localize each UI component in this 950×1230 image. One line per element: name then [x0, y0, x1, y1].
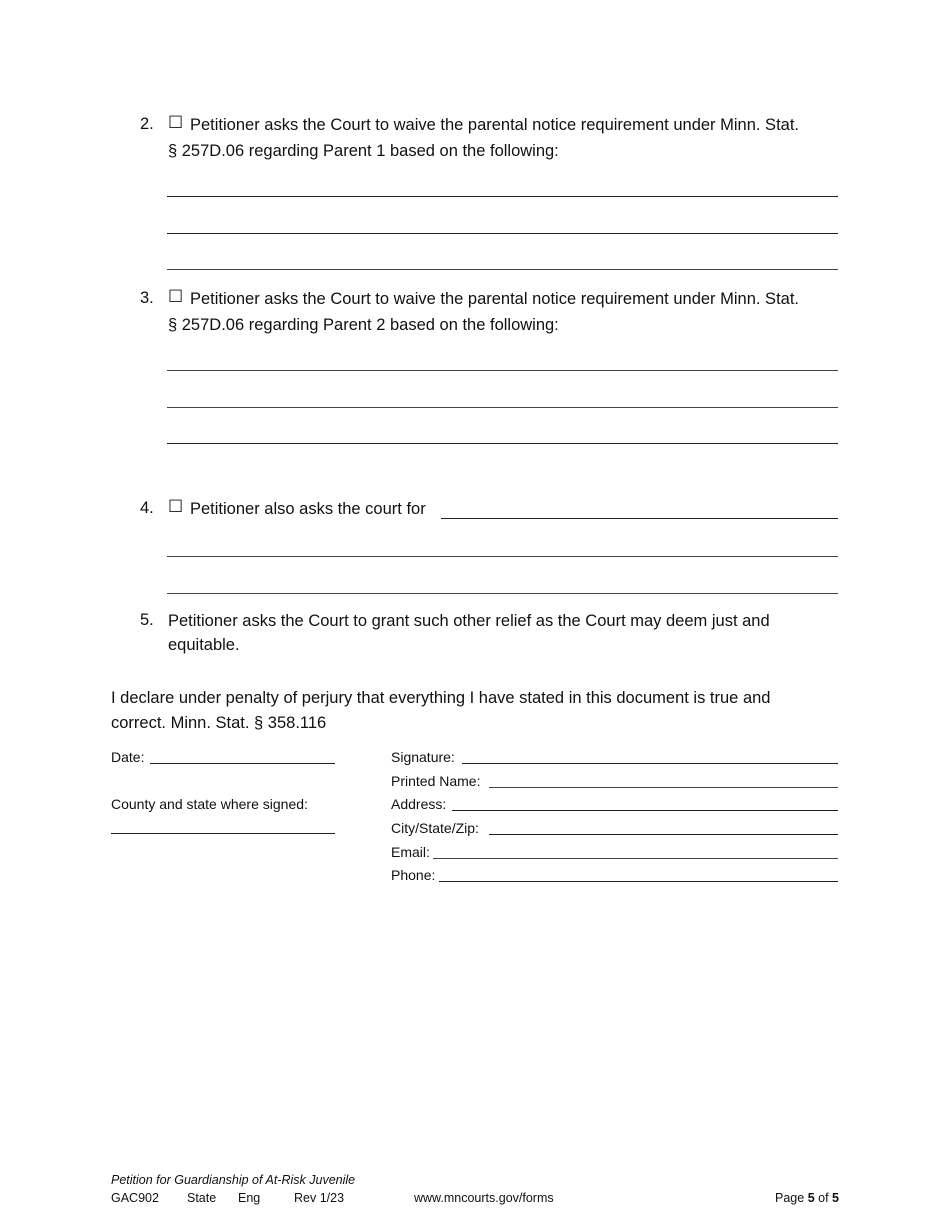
declaration-line2: correct. Minn. Stat. § 358.116	[111, 714, 327, 732]
item-4-checkbox[interactable]: ☐	[168, 497, 184, 516]
item-3-number: 3.	[140, 289, 154, 307]
footer-revision: Rev 1/23	[294, 1191, 345, 1205]
phone-label: Phone:	[391, 867, 436, 883]
item-3-checkbox[interactable]: ☐	[168, 287, 184, 306]
item-2-answer-line-3[interactable]	[167, 269, 838, 270]
footer-form-title	[111, 1173, 355, 1187]
footer-jurisdiction: State	[187, 1191, 217, 1205]
item-5-text-line2: equitable.	[168, 636, 240, 654]
footer-page-of: of	[818, 1191, 829, 1205]
email-field[interactable]	[433, 858, 838, 859]
item-5-number: 5.	[140, 611, 154, 629]
city-state-zip-label: City/State/Zip:	[391, 820, 479, 836]
footer-website[interactable]: www.mncourts.gov/forms	[414, 1191, 554, 1205]
address-label: Address:	[391, 796, 447, 812]
item-2-checkbox[interactable]: ☐	[168, 113, 184, 132]
item-3-text-line2: § 257D.06 regarding Parent 2 based on the following:	[168, 316, 559, 334]
item-2-answer-line-1[interactable]	[167, 196, 838, 197]
county-label: County and state where signed:	[111, 796, 308, 812]
footer-page-number	[775, 1191, 839, 1205]
item-3-text-line1: Petitioner asks the Court to waive the parental notice requirement under Minn. Stat.	[190, 290, 799, 308]
item-3-answer-line-3[interactable]	[167, 443, 838, 444]
footer-language: Eng	[238, 1191, 261, 1205]
date-field[interactable]	[150, 763, 335, 764]
item-3-answer-line-1[interactable]	[167, 370, 838, 371]
phone-field[interactable]	[439, 881, 838, 882]
item-4-answer-line-3[interactable]	[167, 593, 838, 594]
declaration-line1: I declare under penalty of perjury that everything I have stated in this document is true and	[111, 689, 771, 707]
printed-name-label: Printed Name:	[391, 773, 481, 789]
item-4-text: Petitioner also asks the court for	[190, 500, 426, 518]
email-label: Email:	[391, 844, 430, 860]
date-label: Date:	[111, 749, 145, 765]
item-4-answer-line-1[interactable]	[441, 518, 838, 519]
footer-page-current: 5	[807, 1191, 815, 1205]
footer-page-total: 5	[832, 1191, 839, 1205]
item-5-text-line1: Petitioner asks the Court to grant such other relief as the Court may deem just and	[168, 612, 770, 630]
address-field[interactable]	[452, 810, 838, 811]
item-2-text-line2: § 257D.06 regarding Parent 1 based on the following:	[168, 142, 559, 160]
county-field[interactable]	[111, 833, 335, 834]
item-4-number: 4.	[140, 499, 154, 517]
item-2-number: 2.	[140, 115, 154, 133]
footer-form-code: GAC902	[111, 1191, 159, 1205]
item-4-answer-line-2[interactable]	[167, 556, 838, 557]
signature-field[interactable]	[462, 763, 838, 764]
item-2-text-line1: Petitioner asks the Court to waive the parental notice requirement under Minn. Stat.	[190, 116, 799, 134]
city-state-zip-field[interactable]	[489, 834, 838, 835]
signature-label: Signature:	[391, 749, 455, 765]
item-3-answer-line-2[interactable]	[167, 407, 838, 408]
footer-form-title-text: Petition for Guardianship of At-Risk Juvenile	[111, 1173, 356, 1187]
printed-name-field[interactable]	[489, 787, 838, 788]
footer-page-prefix: Page	[775, 1191, 805, 1205]
item-2-answer-line-2[interactable]	[167, 233, 838, 234]
